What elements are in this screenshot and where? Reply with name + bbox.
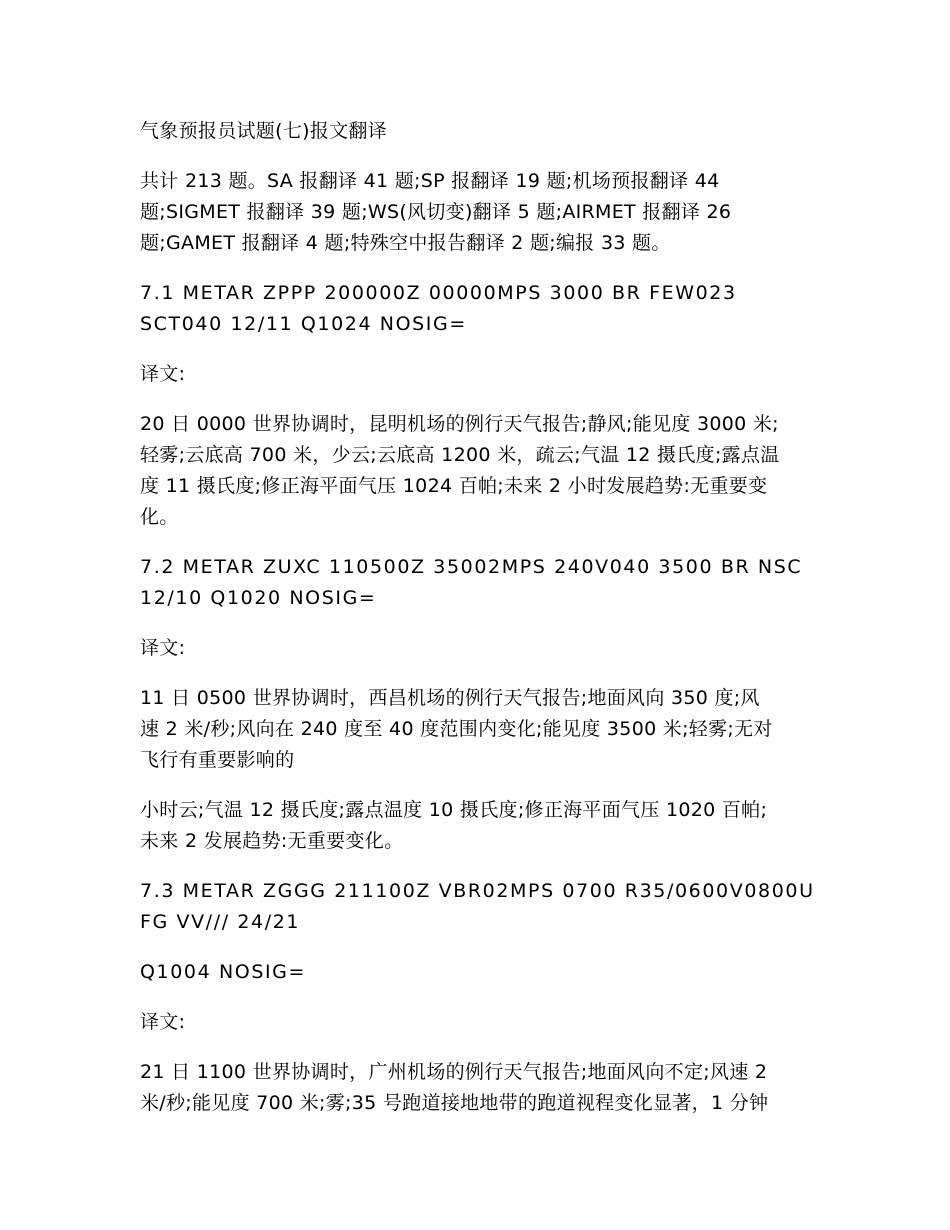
code-line: Q1004 NOSIG= <box>140 961 307 983</box>
code-line: 7.3 METAR ZGGG 211100Z VBR02MPS 0700 R35/0600V0800U <box>140 880 815 902</box>
document-title <box>140 116 830 147</box>
translation-line: 米/秒;能见度 700 米;雾;35 号跑道接地地带的跑道视程变化显著，1 分钟 <box>140 1092 769 1114</box>
q1-metar-code <box>140 278 830 340</box>
intro-line: 题;GAMET 报翻译 4 题;特殊空中报告翻译 2 题;编报 33 题。 <box>140 232 671 254</box>
code-line: FG VV/// 24/21 <box>140 911 301 933</box>
translation-line: 速 2 米/秒;风向在 240 度至 40 度范围内变化;能见度 3500 米;轻雾;无对 <box>140 718 773 740</box>
intro-paragraph <box>140 166 830 259</box>
label-line: 译文: <box>140 637 186 659</box>
translation-line: 20 日 0000 世界协调时，昆明机场的例行天气报告;静风;能见度 3000 米; <box>140 413 779 435</box>
q2-translation-continued <box>140 795 830 857</box>
translation-line: 飞行有重要影响的 <box>140 749 295 771</box>
translation-line: 11 日 0500 世界协调时，西昌机场的例行天气报告;地面风向 350 度;风 <box>140 687 760 709</box>
title-line: 气象预报员试题(七)报文翻译 <box>140 120 388 142</box>
translation-line: 轻雾;云底高 700 米，少云;云底高 1200 米，疏云;气温 12 摄氏度;露点温 <box>140 444 780 466</box>
intro-line: 题;SIGMET 报翻译 39 题;WS(风切变)翻译 5 题;AIRMET 报翻译 26 <box>140 201 732 223</box>
label-line: 译文: <box>140 363 186 385</box>
code-line: 12/10 Q1020 NOSIG= <box>140 587 377 609</box>
code-line: 7.1 METAR ZPPP 200000Z 00000MPS 3000 BR FEW023 <box>140 282 737 304</box>
q2-metar-code <box>140 552 830 614</box>
code-line: SCT040 12/11 Q1024 NOSIG= <box>140 313 467 335</box>
label-line: 译文: <box>140 1011 186 1033</box>
translation-line: 21 日 1100 世界协调时，广州机场的例行天气报告;地面风向不定;风速 2 <box>140 1061 768 1083</box>
q1-translation <box>140 409 830 533</box>
q1-translation-label <box>140 359 830 390</box>
q2-translation <box>140 683 830 776</box>
translation-line: 小时云;气温 12 摄氏度;露点温度 10 摄氏度;修正海平面气压 1020 百帕; <box>140 799 768 821</box>
translation-line: 化。 <box>140 506 179 528</box>
q3-metar-code-continued <box>140 957 830 988</box>
translation-line: 未来 2 发展趋势:无重要变化。 <box>140 830 404 852</box>
q3-translation-label <box>140 1007 830 1038</box>
intro-line: 共计 213 题。SA 报翻译 41 题;SP 报翻译 19 题;机场预报翻译 44 <box>140 170 720 192</box>
translation-line: 度 11 摄氏度;修正海平面气压 1024 百帕;未来 2 小时发展趋势:无重要变 <box>140 475 768 497</box>
code-line: 7.2 METAR ZUXC 110500Z 35002MPS 240V040 3500 BR NSC <box>140 556 803 578</box>
q2-translation-label <box>140 633 830 664</box>
q3-translation <box>140 1057 830 1119</box>
document-body <box>140 116 830 1138</box>
q3-metar-code <box>140 876 830 938</box>
